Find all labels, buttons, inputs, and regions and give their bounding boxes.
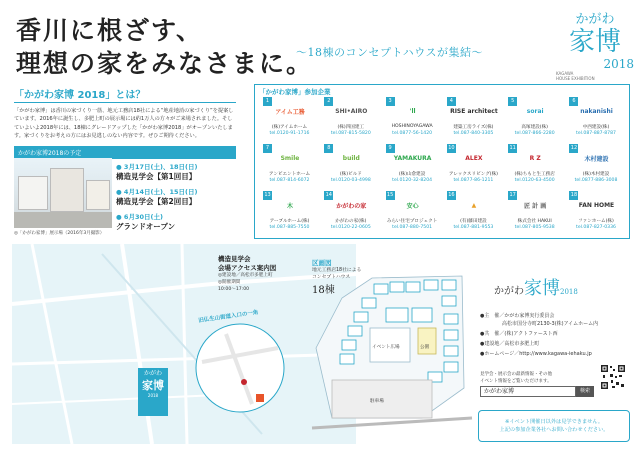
partner-card: [320, 144, 381, 191]
access-line: ◎建設地／高松市多肥上町: [218, 273, 273, 278]
search-box[interactable]: かがわ家博: [480, 386, 576, 397]
cohost-row: ●共 催／(株)アクトファースト西: [480, 331, 558, 337]
partner-name: かがわの家(株): [335, 219, 367, 224]
partner-number: 9: [386, 144, 395, 153]
siteplan-title: 区画図: [312, 259, 332, 267]
site-row: ●建設地／高松市多肥上町: [480, 341, 540, 347]
partner-tel[interactable]: tel.0877-56-1420: [392, 131, 433, 136]
partner-number: 13: [264, 192, 271, 198]
partner-card: [259, 97, 320, 144]
search-button[interactable]: 検索: [576, 386, 594, 397]
partner-card: [382, 97, 443, 144]
partner-name: (株)四国建工: [337, 125, 365, 130]
partner-number: 15: [386, 192, 394, 198]
partner-card: [443, 144, 504, 191]
partner-card: [259, 144, 320, 191]
qr-description-1: 見学会・展示会の最新情報・その他: [480, 372, 552, 377]
exhibition-photo: [14, 158, 112, 228]
access-info: [218, 254, 310, 293]
partner-logo: アイム工務: [275, 108, 305, 116]
siteplan-line-2: コンセプトハウス: [312, 275, 351, 280]
partner-tel[interactable]: tel.087-805-9538: [514, 225, 555, 230]
qr-description: [480, 372, 552, 385]
partner-card: [320, 191, 381, 238]
map-logo: [138, 368, 168, 416]
logo-year: 2018: [603, 57, 634, 71]
partner-tel[interactable]: tel.087-814-6072: [269, 178, 310, 183]
partner-name: (有)藤田建設: [460, 219, 487, 224]
event-date: ● 3月17日(土)、18日(日): [116, 163, 198, 171]
event-title: 構造見学会【第2回目】: [116, 197, 197, 206]
intro-section: [14, 86, 236, 141]
intro-body: 「かがわ家博」は香川の家づくり一筋、地元工務店18社による“地産地消の家づくり”を提案しています。2016年に誕生し、多肥上町の展示場には約1万人の方々がご来場されました。そしていよいよ2018年には、18棟にグレードアップした「かがわ家博2018」がオープンいたします。家づくりをお考えの方にはお見逃しのない内容です。ぜひご期待ください。: [14, 108, 234, 140]
partner-logo: 安心: [406, 202, 419, 210]
access-line: 10:00〜17:00: [218, 287, 250, 292]
partner-number: 6: [569, 97, 578, 106]
partner-tel[interactable]: tel.087-815-5820: [330, 131, 371, 136]
partner-name: (株)ビルド: [339, 172, 362, 177]
partner-card: [443, 191, 504, 238]
parking-label: 駐車場: [370, 399, 384, 404]
partner-number: 17: [509, 192, 516, 198]
partner-name: みらい住宅プロジェクト: [386, 219, 438, 224]
info-brand-kanji: 家博: [524, 278, 560, 299]
partner-tel[interactable]: tel.0877-86-1211: [453, 178, 494, 183]
partner-number: 12: [570, 145, 578, 151]
organizer-row: ●主 催／かがわ家博実行委員会: [480, 313, 555, 319]
access-title-1: 構造見学会: [218, 255, 251, 263]
partner-name: 中西建設(株): [582, 125, 610, 130]
partner-name: アンビエントホーム: [268, 172, 311, 177]
partner-tel[interactable]: tel.087-881-9553: [453, 225, 494, 230]
partner-card: [565, 191, 626, 238]
info-brand-year: 2018: [560, 288, 578, 296]
qr-description-2: イベント情報をご覧いただけます。: [480, 378, 552, 384]
partner-number: 8: [324, 144, 333, 153]
partner-tel[interactable]: tel.087-840-3305: [453, 131, 494, 136]
partner-tel[interactable]: tel.087-887-8787: [576, 131, 616, 136]
partner-logo: 匠 計 画: [524, 202, 547, 210]
site-plan: [312, 258, 472, 448]
partner-name: アレックスリビング(株): [448, 172, 498, 177]
partner-name: HOSHINOYAGAWA: [391, 124, 433, 129]
partner-card: [320, 97, 381, 144]
partner-number: 10: [448, 145, 455, 151]
partner-tel[interactable]: tel.087-880-7501: [392, 225, 433, 230]
info-brand-kana: かがわ: [494, 286, 524, 297]
event-info: [476, 260, 632, 448]
partner-logo: Smile: [280, 154, 300, 162]
partner-name: (株)山倉建設: [398, 172, 426, 177]
map-banner: 旧仏生山街道入口の一角: [198, 309, 259, 325]
partner-name: (株)ちもと生工務店: [514, 172, 555, 177]
info-brand: [494, 274, 578, 300]
partner-tel[interactable]: tel.087-885-7550: [269, 225, 310, 230]
site-plan-drawing: [312, 268, 472, 448]
partner-name: ファンホーム(株): [578, 219, 614, 224]
partner-companies: [254, 84, 630, 239]
partner-number: 14: [325, 192, 332, 198]
partner-tel[interactable]: tel.0877-886-3008: [574, 178, 618, 183]
notice-line-1: ※イベント開催日以外は見学できません。: [504, 419, 604, 425]
partner-card: [382, 144, 443, 191]
notice-line-2: 上記の参加企業各社へお問い合わせください。: [499, 427, 609, 433]
map-logo-kanji: 家博: [142, 379, 164, 392]
partner-card: [504, 97, 565, 144]
partner-tel[interactable]: tel.087-827-0336: [576, 225, 616, 230]
qr-code-icon[interactable]: [600, 364, 626, 390]
partner-logo: R Z: [529, 154, 541, 162]
partner-name: 株式会社 HAKUI: [517, 219, 552, 224]
partner-grid: [259, 97, 627, 238]
partner-card: [259, 191, 320, 238]
partner-logo: SHI•AIRO: [335, 107, 368, 115]
partner-logo: ▲: [471, 201, 477, 209]
partner-name: (株)木村建設: [582, 172, 610, 177]
partner-logo: RISE architect: [450, 107, 498, 115]
event-date: ● 4月14日(土)、15日(日): [116, 188, 198, 196]
partner-card: [443, 97, 504, 144]
map-logo-kana: かがわ: [143, 370, 162, 377]
partner-card: [504, 144, 565, 191]
headline-line-1: 香川に根ざす、: [16, 16, 204, 45]
partner-logo: ALEX: [465, 154, 483, 162]
homepage-link[interactable]: ●ホームページ／http://www.kagawa-iehaku.jp: [480, 351, 592, 357]
event-item: [116, 212, 236, 232]
partner-tel[interactable]: tel.0120-22-0605: [330, 225, 371, 230]
partner-logo: sorai: [526, 107, 544, 115]
map-logo-year: 2018: [147, 393, 159, 398]
partner-tel[interactable]: tel.0120-03-4998: [330, 178, 371, 183]
partner-number: 5: [508, 97, 517, 106]
partner-logo: nakanishi: [580, 107, 613, 115]
partner-card: [565, 97, 626, 144]
partner-number: 4: [447, 97, 456, 106]
partner-number: 1: [263, 97, 272, 106]
partner-name: 建築工房ライズ(株): [453, 125, 494, 130]
partner-tel[interactable]: tel.0120-63-4500: [514, 178, 555, 183]
event-item: [116, 187, 236, 207]
notice-box: [478, 410, 630, 442]
partner-tel[interactable]: tel.0120-32-8204: [392, 178, 433, 183]
event-title: グランドオープン: [116, 222, 176, 231]
partner-name: (株)アイムホーム: [271, 125, 308, 130]
partners-title: 「かがわ家博」参加企業: [259, 88, 331, 96]
partner-tel[interactable]: tel.0120-91-1716: [269, 131, 310, 136]
park-label: 公園: [420, 345, 430, 350]
partner-logo: FAN HOME: [578, 201, 615, 209]
partner-logo: build: [342, 154, 360, 162]
partner-number: 16: [448, 192, 455, 198]
partner-card: [565, 144, 626, 191]
partner-logo: 'll: [409, 107, 416, 115]
partner-logo: かがわの家: [336, 202, 367, 210]
partner-name: 高塚建設(株): [521, 125, 548, 130]
partner-number: 18: [570, 192, 578, 198]
organizer-address: 高松市国分寺町2130-3(株)アイムホーム内: [502, 321, 599, 327]
access-title-2: 会場アクセス案内図: [218, 264, 277, 272]
logo-kanji: 家博: [568, 27, 621, 57]
partner-card: [504, 191, 565, 238]
partner-logo: YAMAKURA: [393, 154, 432, 162]
siteplan-line-1: 地元工務店18社による: [312, 268, 362, 273]
partner-logo: 木: [286, 202, 293, 210]
partner-number: 11: [509, 145, 516, 151]
event-title: 構造見学会【第1回目】: [116, 172, 197, 181]
access-line: ◎開催期間: [218, 280, 241, 285]
partner-name: アーブルホーム(株): [269, 219, 310, 224]
event-logo: [556, 8, 634, 90]
partner-logo: 木村建設: [584, 155, 609, 163]
event-plaza-label: イベント広場: [372, 345, 400, 350]
partner-tel[interactable]: tel.087-866-2280: [514, 131, 555, 136]
event-date: ● 6月30日(土): [116, 213, 163, 221]
logo-tiny-1: KAGAWA: [556, 71, 574, 76]
logo-tiny-2: HOUSE EXHIBITION: [556, 76, 595, 81]
event-item: [116, 162, 236, 182]
logo-kana: かがわ: [575, 12, 615, 27]
intro-title: 「かがわ家博 2018」とは？: [14, 86, 236, 103]
partner-number: 2: [324, 97, 333, 106]
siteplan-count: 18棟: [312, 285, 335, 296]
event-list: [116, 162, 236, 237]
photo-caption: ◎「かがわ家博」展示場（2016年3月撮影）: [14, 231, 105, 236]
headline-line-2: 理想の家をみなさまに。: [16, 49, 314, 78]
partner-card: [382, 191, 443, 238]
partner-number: 7: [263, 144, 272, 153]
subline: 〜18棟のコンセプトハウスが集結〜: [296, 46, 483, 59]
partner-number: 3: [386, 97, 395, 106]
schedule-title: かがわ家博2018の予定: [14, 146, 236, 159]
